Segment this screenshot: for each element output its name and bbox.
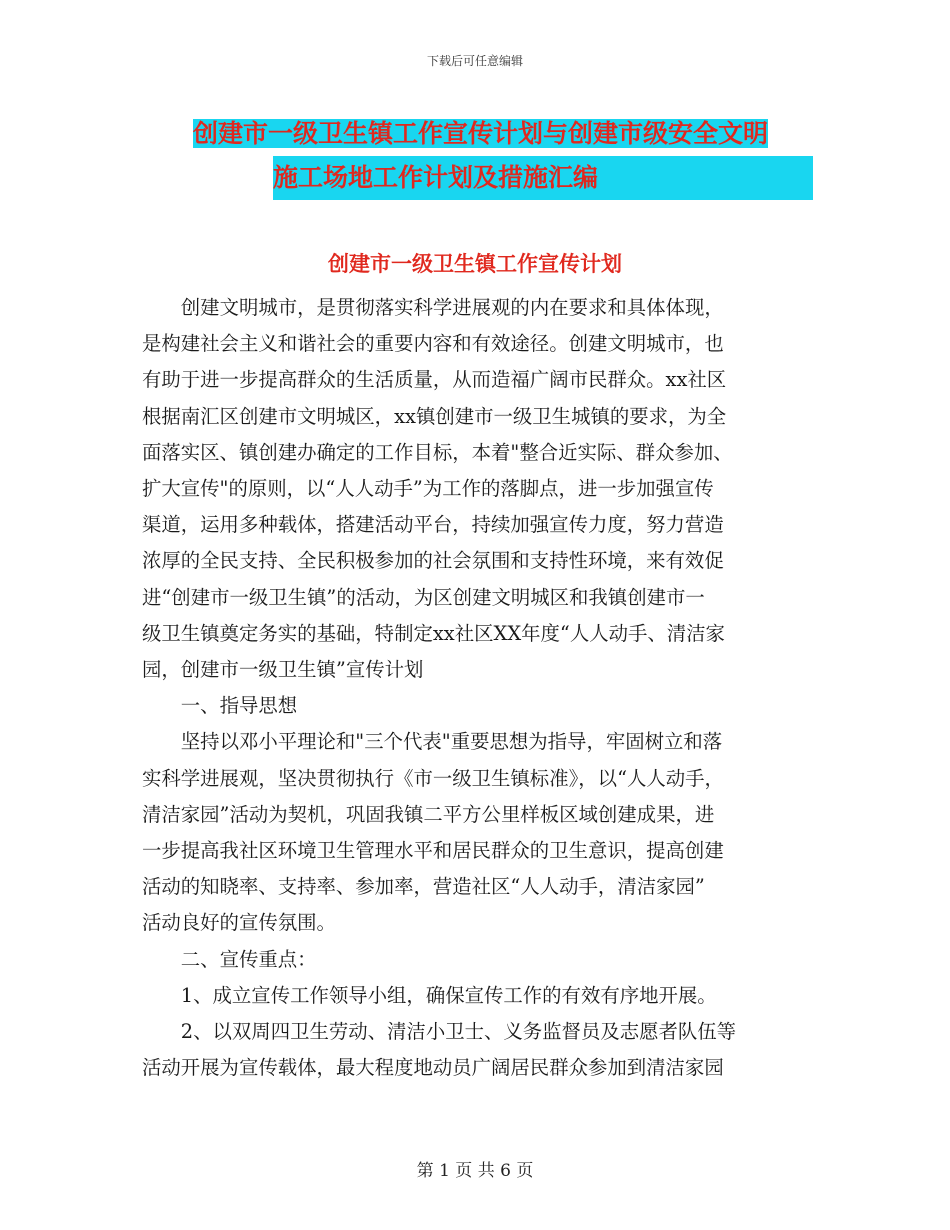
page-footer: 第 1 页 共 6 页 xyxy=(416,1161,534,1181)
text-line: 2、以双周四卫生劳动、清洁小卫士、义务监督员及志愿者队伍等 xyxy=(180,1020,737,1044)
document-title xyxy=(193,112,813,200)
text-line: 活动开展为宣传载体，最大程度地动员广阔居民群众参加到清洁家园 xyxy=(142,1056,724,1080)
text-line: 进“创建市一级卫生镇”的活动，为区创建文明城区和我镇创建市一 xyxy=(142,585,705,609)
text-line: 是构建社会主义和谐社会的重要内容和有效途径。创建文明城市，也 xyxy=(142,332,724,356)
document-body xyxy=(142,290,814,1086)
text-line: 活动的知晓率、支持率、参加率，营造社区“人人动手，清洁家园” xyxy=(142,875,705,899)
text-line: 扩大宣传"的原则，以“人人动手”为工作的落脚点，进一步加强宣传 xyxy=(142,477,714,501)
paragraph xyxy=(142,724,814,941)
text-line: 渠道，运用多种载体，搭建活动平台，持续加强宣传力度，努力营造 xyxy=(142,513,724,537)
text-line: 实科学进展观，坚决贯彻执行《市一级卫生镇标准》，以“人人动手， xyxy=(142,766,724,790)
paragraph xyxy=(142,1014,814,1086)
paragraph xyxy=(142,978,814,1014)
paragraph xyxy=(142,942,814,978)
text-line: 活动良好的宣传氛围。 xyxy=(142,911,336,935)
text-line: 1、成立宣传工作领导小组，确保宣传工作的有效有序地开展。 xyxy=(180,983,717,1007)
text-line: 创建文明城市，是贯彻落实科学进展观的内在要求和具体体现， xyxy=(180,296,724,319)
paragraph xyxy=(142,290,814,688)
text-line: 有助于进一步提高群众的生活质量，从而造福广阔市民群众。xx社区 xyxy=(142,368,727,392)
text-line: 一步提高我社区环境卫生管理水平和居民群众的卫生意识，提高创建 xyxy=(142,839,724,863)
text-line: 一、指导思想 xyxy=(180,694,298,718)
paragraph xyxy=(142,688,814,724)
text-line: 级卫生镇奠定务实的基础，特制定xx社区XX年度“人人动手、清洁家 xyxy=(142,621,725,645)
text-line: 清洁家园”活动为契机，巩固我镇二平方公里样板区域创建成果，进 xyxy=(142,802,715,826)
document-title-line-2: 施工场地工作计划及措施汇编 xyxy=(273,156,813,200)
text-line: 二、宣传重点： xyxy=(180,947,317,971)
text-line: 根据南汇区创建市文明城区，xx镇创建市一级卫生城镇的要求，为全 xyxy=(142,404,727,428)
text-line: 园，创建市一级卫生镇”宣传计划 xyxy=(142,658,424,682)
section-title: 创建市一级卫生镇工作宣传计划 xyxy=(328,252,622,276)
header-note: 下载后可任意编辑 xyxy=(426,54,523,68)
document-title-line-1: 创建市一级卫生镇工作宣传计划与创建市级安全文明 xyxy=(193,119,769,148)
text-line: 浓厚的全民支持、全民积极参加的社会氛围和支持性环境，来有效促 xyxy=(142,549,724,573)
text-line: 面落实区、镇创建办确定的工作目标，本着"整合近实际、群众参加、 xyxy=(142,440,733,464)
text-line: 坚持以邓小平理论和"三个代表"重要思想为指导，牢固树立和落 xyxy=(180,730,723,754)
